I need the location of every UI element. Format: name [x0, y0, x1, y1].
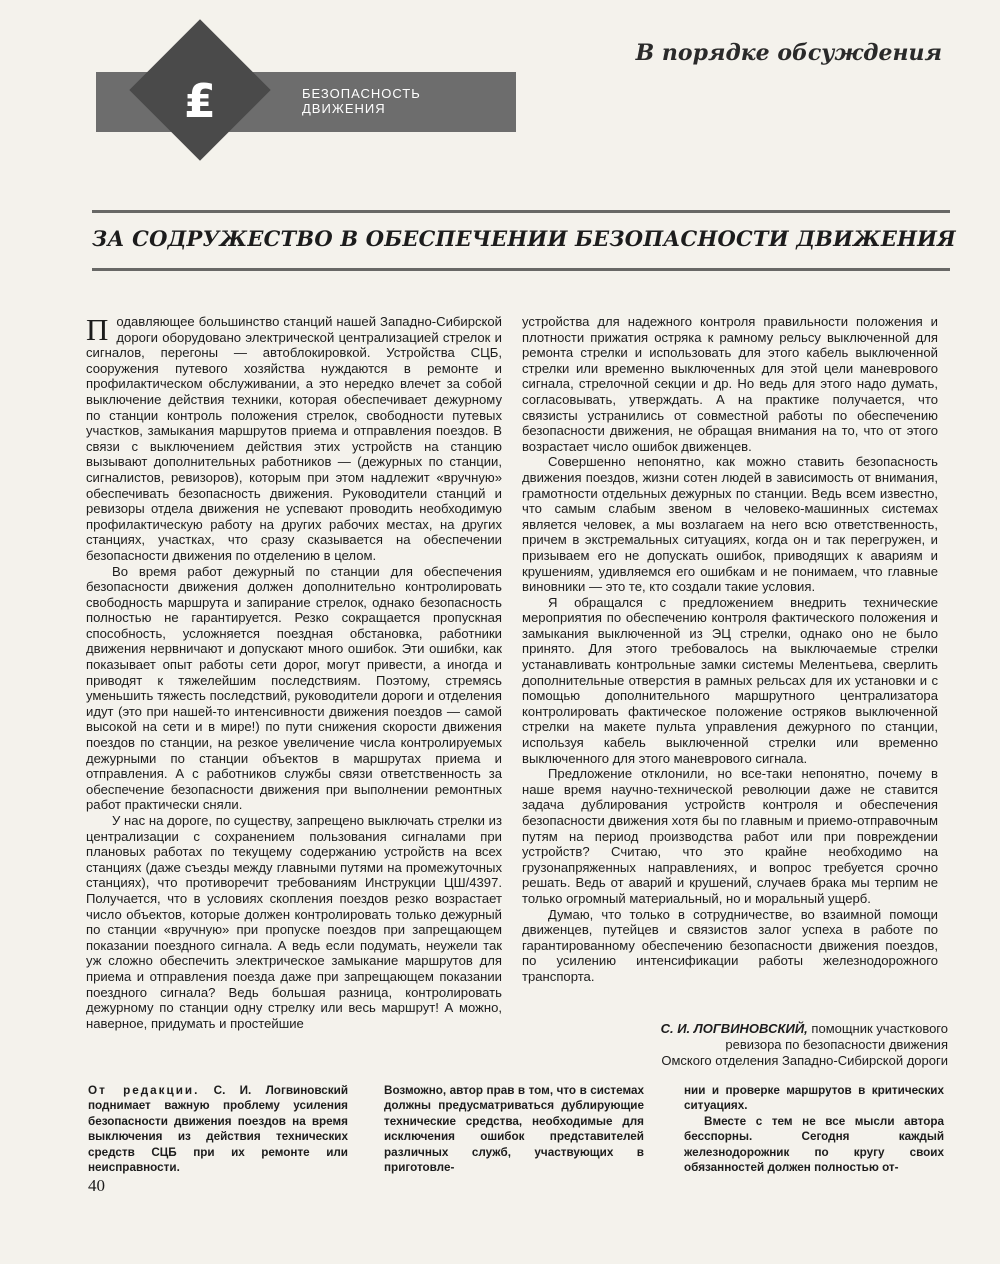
editorial-heading: От редакции.	[88, 1084, 200, 1097]
editorial-note-column-1	[88, 1083, 348, 1175]
author-name: С. И. ЛОГВИНОВСКИЙ,	[660, 1021, 808, 1036]
author-signature	[560, 1021, 948, 1069]
drop-cap: П	[86, 312, 109, 347]
editorial-note-column-3	[684, 1083, 944, 1175]
article-paragraph: Совершенно непонятно, как можно ставить безопасность движения поездов, жизни сотен людей в зависимость от внимания, грамотности отдельных дежурных по станции. Ведь всем известно, что самым слабым звеном в человеко-машинных системах является человек, а мы возлагаем на него всю ответственность, причем в экстремальных ситуациях, когда он и так перегружен, и призываем его не допускать ошибок, приводящих к авариям и крушениям, удивляемся его ошибкам и не понимаем, что главные виновники — это те, кто создали такие условия.	[522, 454, 938, 595]
editorial-note-column-2	[384, 1083, 644, 1175]
banner-label: БЕЗОПАСНОСТЬ ДВИЖЕНИЯ	[302, 86, 421, 116]
safety-emblem-icon: ₤	[183, 74, 216, 128]
headline-rule-top	[92, 210, 950, 213]
article-paragraph: Во время работ дежурный по станции для обеспечения безопасности движения должен дополнительно контролировать свободность маршрута и запирание стрелок, однако безопасность полностью не гарантируется. Резко сокращается пропускная способность, усложняется поездная обстановка, работники движения нервничают и допускают много ошибок. Эти ошибки, как показывает опыт работы сети дорог, могут привести, а иногда и приводят к тяжелейшим последствиям. Поэтому, стремясь уменьшить тяжесть последствий, руководители дороги и отделения идут (это при нашей-то интенсивности движения поездов — самой высокой на сети и в мире!) по пути снижения скорости движения поездов по станции, на резкое увеличение числа контролируемых дежурными по станции объектов в маршрутах приема и отправления. А с работников службы связи ответственность за обеспечение безопасности движения при выполнении ремонтных работ практически сняли.	[86, 563, 502, 813]
editorial-text: Возможно, автор прав в том, что в системах должны предусматриваться дублирующие технические средства, необходимые для исключения ошибок представителей различных служб, участвующих в приготовле-	[384, 1084, 644, 1175]
article-column-left	[86, 314, 502, 1031]
article-paragraph: Подавляющее большинство станций нашей Западно-Сибирской дороги оборудовано электрической централизацией стрелок и сигналов, перегоны — автоблокировкой. Устройства СЦБ, сооружения путевого хозяйства нуждаются в ремонте и профилактическом обслуживании, а это нередко влечет за собой выключение действия техники, которая обеспечивает дежурному по станции контроль положения стрелок, свободности путевых участков, замыкания маршрутов приема и отправления поездов. В связи с выключением действия этих устройств на станцию вызывают дополнительных работников — (дежурных по станции, сигналистов, ревизоров), которым при этом надлежит «вручную» обеспечивать безопасность движения. Руководители станций и ревизоры отдела движения не успевают проводить необходимую профилактическую работу на других рабочих местах, на других станциях, участках, что сразу сказывается на обеспечении безопасности движения по отделению в целом.	[86, 312, 502, 563]
editorial-text: Вместе с тем не все мысли автора бесспорны. Сегодня каждый железнодорожник по кругу своих обязанностей должен полностью от-	[684, 1114, 944, 1175]
editorial-text: нии и проверке маршрутов в критических ситуациях.	[684, 1084, 944, 1113]
author-position: ревизора по безопасности движения	[725, 1037, 948, 1052]
author-title: помощник участкового	[811, 1021, 948, 1036]
article-paragraph: Я обращался с предложением внедрить технические мероприятия по обеспечению контроля фактического положения и замыкания выключенной из ЭЦ стрелки, однако оно не было принято. Для этого требовалось на выключаемые стрелки устанавливать контрольные замки системы Мелентьева, сверлить дополнительные отверстия в рамных рельсах для их установки и с помощью дополнительного маршрутного централизатора контролировать фактическое положение остряков выключенной стрелки на макете пульта управления дежурного по станции, используя кабель выключенной стрелки или временно выключенного для этого маневрового сигнала.	[522, 594, 938, 766]
article-paragraph: устройства для надежного контроля правильности положения и плотности прижатия остряка к рамному рельсу выключенной для ремонта стрелки и использовать для этого кабель выключенной стрелки или временно выключенных для этой цели маневрового сигнала, стрелочной секции и др. Но ведь для этого надо думать, согласовывать, утверждать. А на практике получается, что связисты устранились от совместной работы по обеспечению безопасности движения, не обращая внимания на то, что от этого возрастает число ошибок движенцев.	[522, 314, 938, 454]
author-affiliation: Омского отделения Западно-Сибирской дороги	[661, 1053, 948, 1068]
editorial-text: С. И. Логвиновский поднимает важную проблему усиления безопасности движения поездов на время выключения из действия технических средств СЦБ при их ремонте или неисправности.	[88, 1084, 348, 1175]
headline-rule-bottom	[92, 268, 950, 271]
article-column-right	[522, 314, 938, 985]
article-headline: ЗА СОДРУЖЕСТВО В ОБЕСПЕЧЕНИИ БЕЗОПАСНОСТИ ДВИЖЕНИЯ	[92, 226, 956, 251]
article-paragraph: У нас на дороге, по существу, запрещено выключать стрелки из централизации с сохранением пользования сигналами при плановых работах по текущему содержанию устройств на всех станциях (даже съезды между главными путями на промежуточных станциях), что противоречит требованиям Инструкции ЦШ/4397. Получается, что в условиях скопления поездов резко возрастает число объектов, которые должен контролировать только дежурный по станции «вручную» при пропуске поездов при запрещающем показании поездного сигнала. А ведь если подумать, неужели так уж сложно обеспечить электрическое замыкание маршрутов для приема и отправления поезда даже при запрещающем показании поездного сигнала? Ведь большая разница, контролировать дежурному по станции одну стрелку или весь маршрут! А можно, наверное, придумать и простейшие	[86, 813, 502, 1031]
article-paragraph: Предложение отклонили, но все-таки непонятно, почему в наше время научно-технической революции даже не ставится задача дублирования устройств контроля и обеспечения безопасности движения хотя бы по главным и приемо-отправочным путям на период производства работ или при повреждении устройств? Считаю, что это крайне необходимо на грузонапряженных направлениях, и вопрос требуется срочно решать. Ведь от аварий и крушений, случаев брака мы терпим не только огромный материальный, но и моральный ущерб.	[522, 766, 938, 906]
page-number: 40	[88, 1176, 105, 1195]
article-paragraph: Думаю, что только в сотрудничестве, во взаимной помощи движенцев, путейцев и связистов залог успеха в работе по гарантированному обеспечению безопасности движения поездов, по усилению интенсификации работы железнодорожного транспорта.	[522, 906, 938, 984]
section-rubric: В порядке обсуждения	[635, 40, 942, 66]
